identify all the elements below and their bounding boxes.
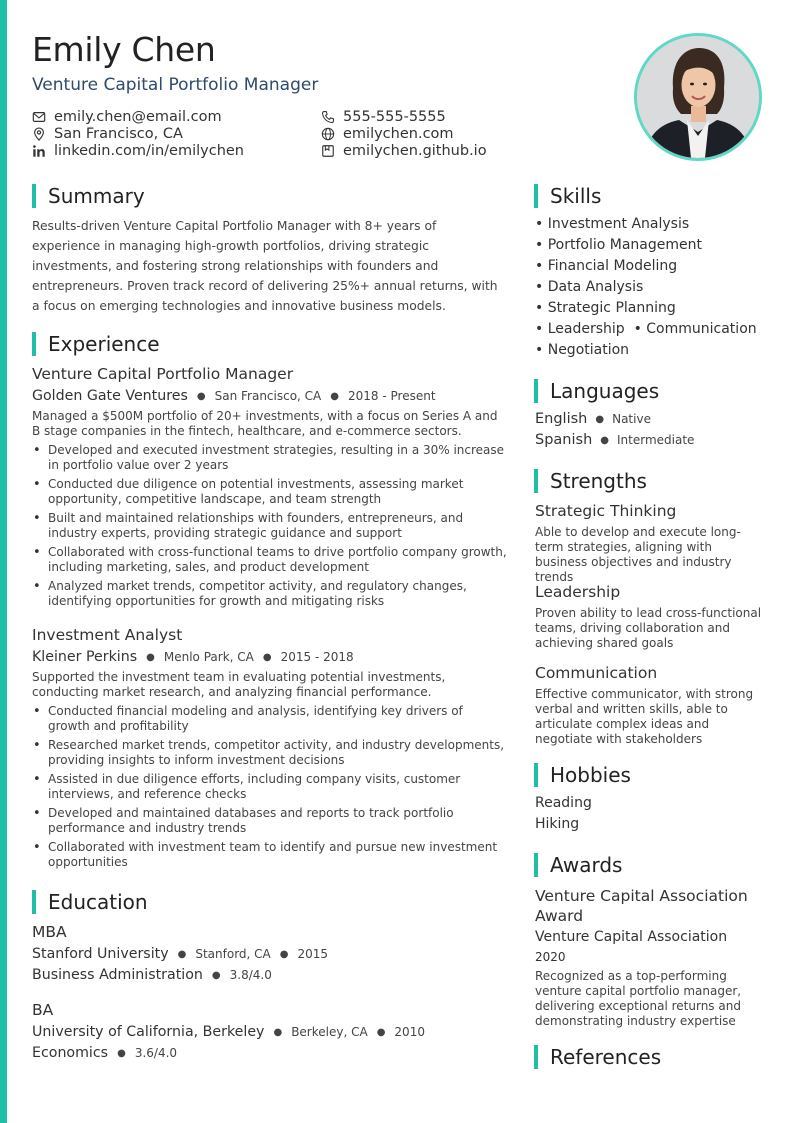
graduation-year: 2015 bbox=[297, 947, 329, 961]
heading-accent-bar bbox=[534, 763, 538, 787]
heading-text: Awards bbox=[550, 853, 623, 877]
skill-item: • Investment Analysis bbox=[535, 216, 690, 232]
mail-icon bbox=[32, 110, 46, 124]
separator-dot: ● bbox=[273, 1026, 283, 1038]
list-item: • Developed and maintained databases and reports to track portfolio performance and industry trends bbox=[32, 806, 508, 836]
list-item: • Conducted due diligence on potential investments, assessing market opportunity, competitive landscape, and team strength bbox=[32, 477, 508, 507]
job-description: Managed a $500M portfolio of 20+ investments, with a focus on Series A and B stage companies in the fintech, healthcare, and e-commerce sectors. bbox=[32, 409, 498, 438]
hobby-item: Hiking bbox=[535, 816, 580, 832]
section-heading-strengths bbox=[534, 469, 647, 493]
contact-linkedin[interactable] bbox=[32, 142, 244, 160]
language-level: Intermediate bbox=[617, 433, 695, 447]
skill-item: • Financial Modeling bbox=[535, 258, 678, 274]
strength-description: Effective communicator, with strong verbal and written skills, able to articulate complex ideas and negotiate with stakeholders bbox=[535, 687, 754, 746]
job-bullets bbox=[32, 443, 508, 613]
company-name: Golden Gate Ventures bbox=[32, 388, 188, 404]
school-name: Stanford University bbox=[32, 946, 169, 962]
section-heading-languages bbox=[534, 379, 659, 403]
heading-accent-bar bbox=[534, 853, 538, 877]
hobby-item: Reading bbox=[535, 795, 592, 811]
school-location: Stanford, CA bbox=[195, 947, 271, 961]
separator-dot: ● bbox=[262, 651, 272, 663]
gpa: 3.6/4.0 bbox=[134, 1046, 178, 1060]
job-location: San Francisco, CA bbox=[214, 389, 322, 403]
separator-dot: ● bbox=[595, 413, 605, 425]
list-item: • Analyzed market trends, competitor activity, and regulatory changes, identifying opportunities for growth and mitigating risks bbox=[32, 579, 508, 609]
gpa: 3.8/4.0 bbox=[229, 968, 272, 982]
heading-text: Languages bbox=[550, 379, 660, 403]
language-name: Spanish bbox=[535, 432, 593, 448]
email-text: emily.chen@email.com bbox=[54, 109, 222, 125]
heading-accent-bar bbox=[32, 184, 36, 208]
separator-dot: ● bbox=[279, 948, 289, 960]
list-item: • Assisted in due diligence efforts, including company visits, customer interviews, and reference checks bbox=[32, 772, 508, 802]
section-heading-experience bbox=[32, 332, 160, 356]
job-bullets bbox=[32, 704, 508, 874]
job-location: Menlo Park, CA bbox=[163, 650, 254, 664]
separator-dot: ● bbox=[211, 969, 221, 981]
section-heading-summary bbox=[32, 184, 145, 208]
separator-dot: ● bbox=[196, 390, 206, 402]
award-title: Venture Capital Association Award bbox=[535, 887, 748, 925]
profile-portrait-image bbox=[637, 36, 759, 158]
job-meta bbox=[32, 649, 354, 665]
job-title: Venture Capital Portfolio Manager bbox=[32, 365, 294, 383]
contact-phone[interactable] bbox=[321, 108, 446, 126]
job-dates: 2018 - Present bbox=[348, 389, 436, 403]
language-item bbox=[535, 432, 694, 448]
heading-accent-bar bbox=[32, 332, 36, 356]
portfolio-icon bbox=[321, 144, 335, 158]
heading-text: Hobbies bbox=[550, 763, 631, 787]
job-meta bbox=[32, 388, 436, 404]
location-text: San Francisco, CA bbox=[54, 126, 183, 142]
graduation-year: 2010 bbox=[394, 1025, 425, 1039]
contact-website[interactable] bbox=[321, 125, 454, 143]
heading-text: Skills bbox=[550, 184, 602, 208]
section-heading-references bbox=[534, 1045, 661, 1069]
skill-item: • Portfolio Management bbox=[535, 237, 702, 253]
heading-accent-bar bbox=[534, 469, 538, 493]
candidate-name: Emily Chen bbox=[32, 30, 216, 69]
map-pin-icon bbox=[32, 127, 46, 141]
strength-title: Strategic Thinking bbox=[535, 502, 677, 520]
summary-text: Results-driven Venture Capital Portfolio Manager with 8+ years of experience in managing high-growth portfolios, driving strategic investments, and fostering strong relationships with founders and entrepreneurs. Proven track record of delivering 25%+ annual returns, with a focus on emerging technologies and innovative business models. bbox=[32, 219, 498, 313]
list-item: • Collaborated with cross-functional teams to drive portfolio company growth, including marketing, sales, and product development bbox=[32, 545, 508, 575]
field-of-study: Economics bbox=[32, 1045, 109, 1061]
company-name: Kleiner Perkins bbox=[32, 649, 138, 665]
heading-text: Strengths bbox=[550, 469, 647, 493]
section-heading-education bbox=[32, 890, 148, 914]
separator-dot: ● bbox=[146, 651, 155, 663]
degree-name: MBA bbox=[32, 923, 67, 941]
linkedin-text: linkedin.com/in/emilychen bbox=[54, 143, 244, 159]
field-of-study: Business Administration bbox=[32, 967, 203, 983]
section-heading-skills bbox=[534, 184, 601, 208]
degree-meta bbox=[32, 1024, 425, 1040]
award-organization: Venture Capital Association bbox=[535, 929, 728, 945]
strength-title: Communication bbox=[535, 664, 658, 682]
heading-text: References bbox=[550, 1045, 662, 1069]
degree-field bbox=[32, 1045, 177, 1061]
list-item: • Developed and executed investment strategies, resulting in a 30% increase in portfolio value over 2 years bbox=[32, 443, 508, 473]
heading-text: Summary bbox=[48, 184, 145, 208]
phone-icon bbox=[321, 110, 335, 124]
school-name: University of California, Berkeley bbox=[32, 1024, 265, 1040]
separator-dot: ● bbox=[177, 948, 187, 960]
job-title: Investment Analyst bbox=[32, 626, 183, 644]
github-text: emilychen.github.io bbox=[343, 143, 487, 159]
section-heading-awards bbox=[534, 853, 622, 877]
list-item: • Collaborated with investment team to identify and pursue new investment opportunities bbox=[32, 840, 508, 870]
heading-accent-bar bbox=[534, 184, 538, 208]
language-name: English bbox=[535, 411, 588, 427]
skill-item: • Strategic Planning bbox=[535, 300, 676, 316]
contact-email[interactable] bbox=[32, 108, 222, 126]
section-heading-hobbies bbox=[534, 763, 631, 787]
separator-dot: ● bbox=[117, 1047, 126, 1059]
globe-icon bbox=[321, 127, 335, 141]
separator-dot: ● bbox=[330, 390, 339, 402]
candidate-title: Venture Capital Portfolio Manager bbox=[32, 75, 319, 95]
accent-sidebar-bar bbox=[0, 0, 7, 1123]
separator-dot: ● bbox=[376, 1026, 386, 1038]
heading-text: Experience bbox=[48, 332, 160, 356]
website-text: emilychen.com bbox=[343, 126, 454, 142]
list-item: • Conducted financial modeling and analysis, identifying key drivers of growth and profitability bbox=[32, 704, 508, 734]
skill-item: • Data Analysis bbox=[535, 279, 644, 295]
linkedin-icon bbox=[32, 144, 46, 158]
list-item: • Built and maintained relationships with founders, entrepreneurs, and industry experts, providing strategic guidance and support bbox=[32, 511, 508, 541]
language-item bbox=[535, 411, 651, 427]
strength-description: Proven ability to lead cross-functional teams, driving collaboration and achieving shared goals bbox=[535, 606, 762, 650]
contact-github[interactable] bbox=[321, 142, 487, 160]
award-year: 2020 bbox=[535, 950, 566, 964]
heading-text: Education bbox=[48, 890, 148, 914]
language-level: Native bbox=[612, 412, 651, 426]
heading-accent-bar bbox=[534, 1045, 538, 1069]
skill-item: • Leadership • Communication bbox=[535, 321, 757, 337]
list-item: • Researched market trends, competitor activity, and industry developments, providing insights to inform investment decisions bbox=[32, 738, 508, 768]
separator-dot: ● bbox=[600, 434, 609, 446]
job-description: Supported the investment team in evaluating potential investments, conducting market research, and analyzing financial performance. bbox=[32, 670, 446, 699]
school-location: Berkeley, CA bbox=[291, 1025, 368, 1039]
award-description: Recognized as a top-performing venture capital portfolio manager, delivering exceptional returns and demonstrating industry expertise bbox=[535, 969, 742, 1028]
strength-description: Able to develop and execute long-term strategies, aligning with business objectives and industry trends bbox=[535, 525, 741, 584]
heading-accent-bar bbox=[534, 379, 538, 403]
degree-name: BA bbox=[32, 1001, 54, 1019]
phone-text: 555-555-5555 bbox=[343, 109, 446, 125]
strength-title: Leadership bbox=[535, 583, 621, 601]
profile-photo bbox=[634, 33, 762, 161]
degree-field bbox=[32, 967, 272, 983]
job-dates: 2015 - 2018 bbox=[280, 650, 354, 664]
skill-item: • Negotiation bbox=[535, 342, 630, 358]
heading-accent-bar bbox=[32, 890, 36, 914]
degree-meta bbox=[32, 946, 328, 962]
contact-location bbox=[32, 125, 183, 143]
